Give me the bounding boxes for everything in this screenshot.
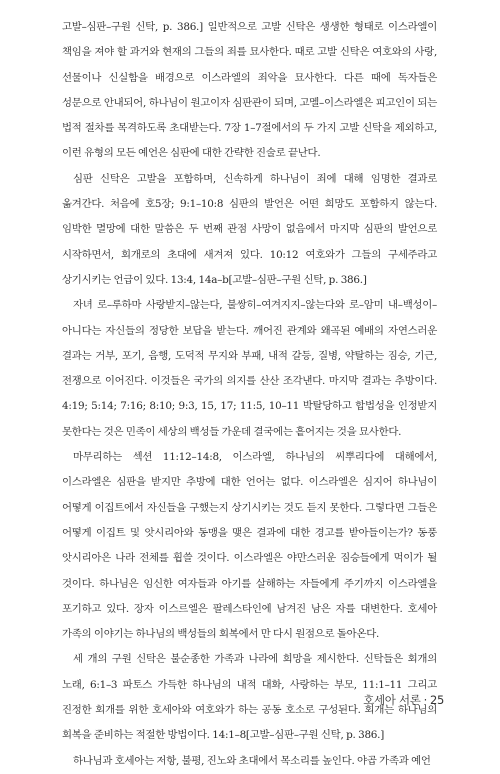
paragraph-1: 고발–심판–구원 신탁, p. 386.] 일반적으로 고발 신탁은 생생한 형태로 이스라엘이 책임을 져야 할 과거와 현재의 그들의 죄를 묘사한다. 때로 고발 신탁은 여호와의 사랑, 선물이나 신실함을 배경으로 이스라엘의 죄악을 묘사한다. 다른 때에 독자들은 성문으로 안내되어, 하나님이 원고이자 심판관이 되며, 고멜–이스라엘은 피고인이 되는 법적 절차를 목격하도록 초대받는다. 7장 1–7절에서의 두 가지 고발 신탁을 제외하고, 이런 유형의 모든 예언은 심판에 대한 간략한 진술로 끝난다. <box>62 21 437 160</box>
page-number: 25 <box>429 693 444 707</box>
paragraph-6: 하나님과 호세아는 저항, 불평, 진노와 초대에서 목소리를 높인다. 야곱 가족과 예언 <box>73 754 431 767</box>
footer-separator: · <box>423 693 427 707</box>
paragraph-2: 심판 신탁은 고발을 포함하며, 신속하게 하나님이 죄에 대해 임명한 결과로 옮겨간다. 처음에 호5장; 9:1–10:8 심판의 발언은 어떤 희망도 포함하지 않는다. 임박한 멸망에 대한 말씀은 두 번째 관점 사망이 없음에서 마지막 심판의 발언으로 시작하면서, 회개로의 초대에 새겨져 있다. 10:12 여호와가 그들의 구세주라고 상기시키는 언급이 있다. 13:4, 14a–b[고발–심판–구원 신탁, p. 386.] <box>62 172 437 286</box>
paragraph-3: 자녀 로–루하마 사랑받지–않는다, 불쌍히–여겨지지–않는다와 로–암미 내–백성이–아니다는 자신들의 정당한 보답을 받는다. 깨어진 관계와 왜곡된 예배의 자연스러운 결과는 거부, 포기, 음행, 도덕적 무지와 부패, 내적 갈등, 질병, 약탈하는 짐승, 기근, 전쟁으로 이어진다. 이것들은 국가의 의지를 산산 조각낸다. 마지막 결과는 추방이다. 4:19; 5:14; 7:16; 8:10; 9:3, 15, 17; 11:5, 10–11 박탈당하고 합법성을 인정받지 못한다는 것은 민족이 세상의 백성들 가운데 결국에는 흩어지는 것을 묘사한다. <box>62 299 437 438</box>
running-title: 호세아 서론 <box>363 693 421 707</box>
page-footer <box>363 692 444 708</box>
paragraph-4: 마무리하는 섹션 11:12–14:8, 이스라엘, 하나님의 씨뿌리다에 대해에서, 이스라엘은 심판을 받지만 추방에 대한 언어는 없다. 이스라엘은 심지어 하나님이 어떻게 이집트에서 자신들을 구했는지 상기시키는 것도 듣지 못한다. 그렇다면 그들은 어떻게 이집트 및 앗시리아와 동맹을 맺은 결과에 대한 경고를 받아들이는가? 동풍 앗시리아은 나라 전체를 휩쓸 것이다. 이스라엘은 야만스러운 짐승들에게 먹이가 될 것이다. 하나님은 임신한 여자들과 아기를 살해하는 자들에게 주기까지 이스라엘을 포기하고 있다. 장자 이스르엘은 팔레스타인에 남겨진 남은 자를 대변한다. 호세아 가족의 이야기는 하나님의 백성들의 회복에서 만 다시 원점으로 돌아온다. <box>62 451 437 641</box>
paragraph-5: 세 개의 구원 신탁은 불순종한 가족과 나라에 희망을 제시한다. 신탁들은 회개의 노래, 6:1–3 파토스 가득한 하나님의 내적 대화, 사랑하는 부모, 11:1–11 그리고 진정한 회개를 위한 호세아와 여호와가 하는 공동 호소로 구성된다. 회개는 하나님의 회복을 준비하는 적절한 방법이다. 14:1–8[고발–심판–구원 신탁, p. 386.] <box>62 653 437 742</box>
body-text <box>62 15 437 774</box>
